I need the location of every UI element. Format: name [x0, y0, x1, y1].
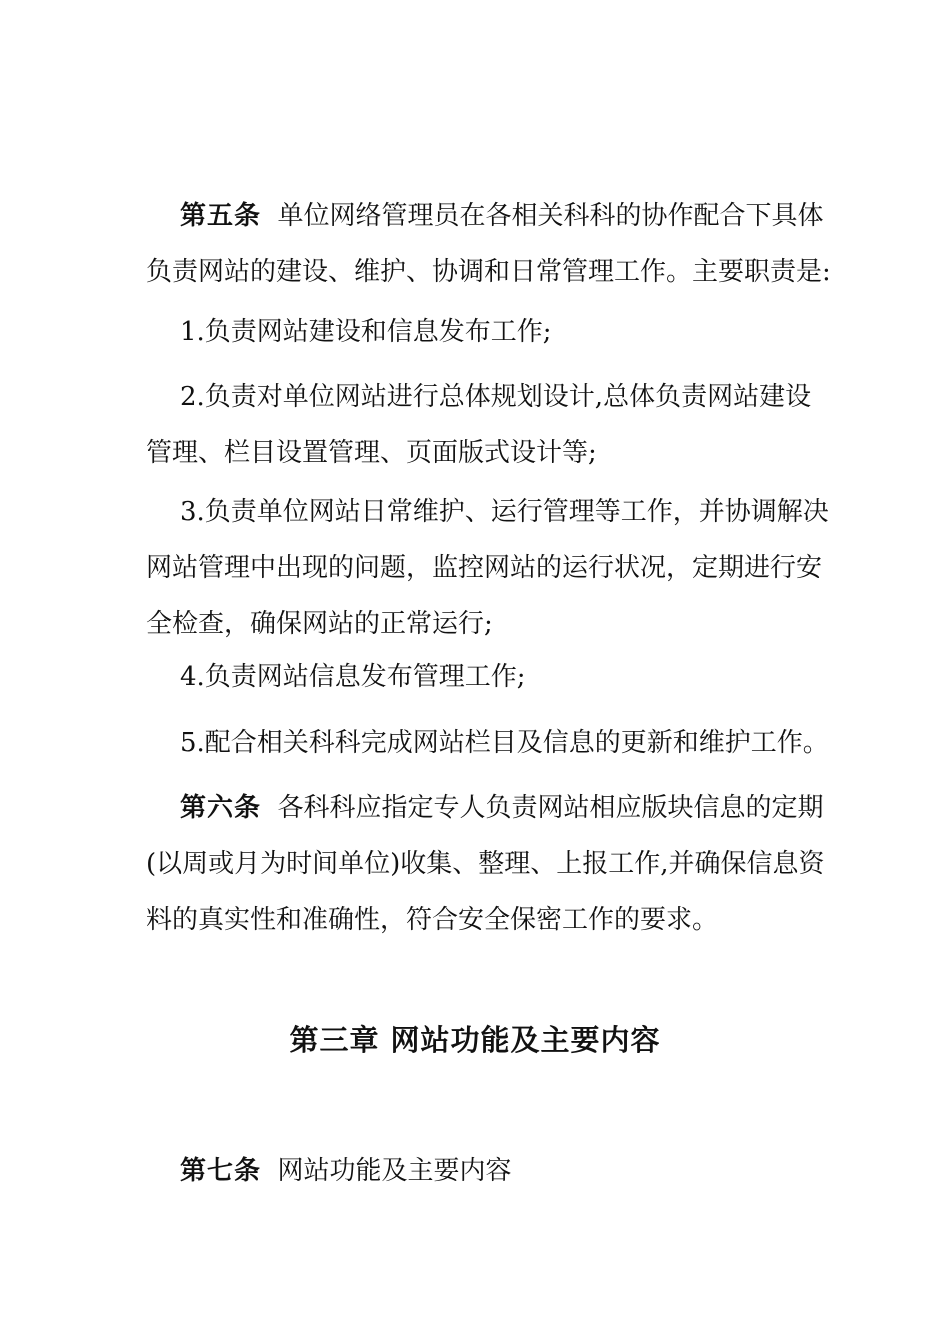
- duty-item-2-line-2: 管理、栏目设置管理、页面版式设计等;: [146, 438, 597, 468]
- duty-item-1-line-1: 1.负责网站建设和信息发布工作;: [180, 317, 552, 347]
- chapter-3-heading: 第三章 网站功能及主要内容: [289, 1023, 661, 1057]
- duty-item-2-line-1: 2.负责对单位网站进行总体规划设计,总体负责网站建设: [180, 382, 812, 412]
- duty-item-5-line-1: 5.配合相关科科完成网站栏目及信息的更新和维护工作。: [180, 728, 829, 758]
- duty-item-1: [146, 304, 806, 360]
- article-5-text-line-1: 单位网络管理员在各相关科科的协作配合下具体: [277, 201, 824, 231]
- article-6-text-line-1: 各科科应指定专人负责网站相应版块信息的定期: [277, 793, 824, 823]
- duty-item-4-line-1: 4.负责网站信息发布管理工作;: [180, 662, 526, 692]
- duty-item-3-line-1: 3.负责单位网站日常维护、运行管理等工作，并协调解决: [180, 497, 829, 527]
- article-6-paragraph: [146, 780, 825, 948]
- article-6-text-line-3: 料的真实性和准确性，符合安全保密工作的要求。: [146, 905, 719, 935]
- article-7-text: 网站功能及主要内容: [277, 1156, 512, 1186]
- article-6-label: 第六条: [180, 793, 262, 823]
- article-7-paragraph: [146, 1143, 806, 1199]
- duty-item-2: [146, 369, 812, 481]
- duty-item-4: [146, 649, 806, 705]
- article-7-label: 第七条: [180, 1156, 262, 1186]
- article-6-text-line-2: (以周或月为时间单位)收集、整理、上报工作,并确保信息资: [146, 849, 825, 879]
- article-5-text-line-2: 负责网站的建设、维护、协调和日常管理工作。主要职责是:: [146, 257, 831, 287]
- duty-item-3-line-2: 网站管理中出现的问题，监控网站的运行状况，定期进行安: [146, 553, 823, 583]
- article-5-label: 第五条: [180, 201, 262, 231]
- duty-item-3-line-3: 全检查，确保网站的正常运行;: [146, 609, 493, 639]
- article-5-paragraph: [146, 188, 831, 300]
- duty-item-5: [146, 715, 829, 771]
- duty-item-3: [146, 484, 829, 652]
